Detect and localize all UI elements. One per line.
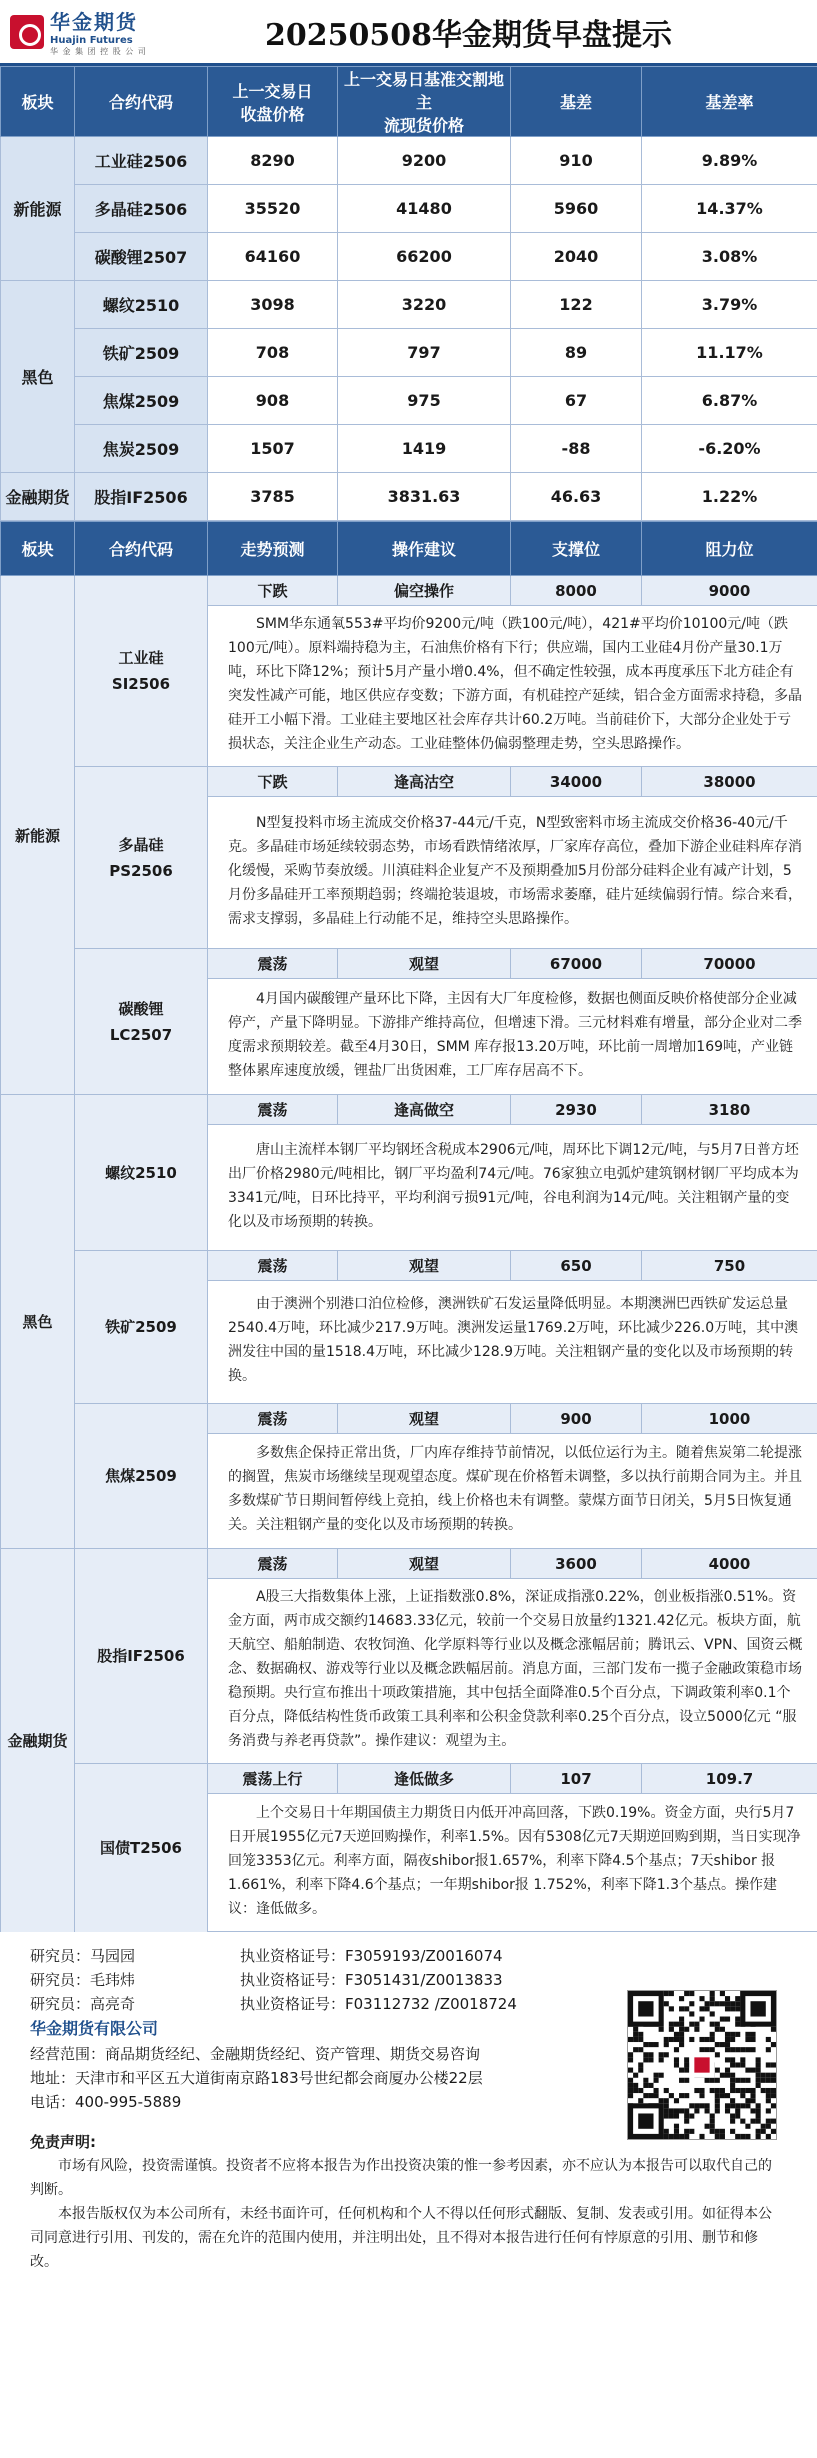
basis-value: 3785 — [208, 473, 338, 521]
strategy-header-3: 操作建议 — [338, 522, 511, 576]
analysis-text: 4月国内碳酸锂产量环比下降，主因有大厂年度检修，数据也侧面反映价格使部分企业减停产，产量下降明显。下游排产维持高位，但增速下滑。三元材料难有增量，部分企业对二季度需求预期较差。截至4月30日，SMM 库存报13.20万吨，环比前一周增加169吨，产业链整体累库速度放缓，锂盐厂出货困难，工厂库存居高不下。 — [208, 979, 817, 1095]
contract-code: 焦煤2509 — [75, 1404, 208, 1549]
trend-forecast: 震荡上行 — [208, 1764, 338, 1794]
basis-table — [0, 66, 817, 521]
contract-code: 碳酸锂2507 — [75, 233, 208, 281]
basis-value: 797 — [338, 329, 511, 377]
researcher-cert: 执业资格证号：F3059193/Z0016074 — [240, 1947, 503, 1965]
company-address: 地址：天津市和平区五大道街南京路183号世纪都会商厦办公楼22层 — [30, 2069, 483, 2087]
strategy-header-5: 阻力位 — [642, 522, 817, 576]
basis-value: 9200 — [338, 137, 511, 185]
support-level: 8000 — [511, 576, 642, 606]
sector-label: 黑色 — [1, 1095, 75, 1549]
trend-forecast: 震荡 — [208, 1549, 338, 1579]
disclaimer-title: 免责声明: — [30, 2133, 96, 2151]
basis-value: 89 — [511, 329, 642, 377]
strategy-header-2: 走势预测 — [208, 522, 338, 576]
resistance-level: 70000 — [642, 949, 817, 979]
basis-header-5: 基差率 — [642, 67, 817, 137]
operation-advice: 观望 — [338, 1549, 511, 1579]
strategy-summary-row — [1, 767, 817, 797]
logo-mark-icon — [10, 15, 44, 49]
basis-value: 3831.63 — [338, 473, 511, 521]
disclaimer-paragraph: 市场有风险，投资需谨慎。投资者不应将本报告为作出投资决策的惟一参考因素，亦不应认为本报告可以取代自己的判断。 — [30, 2158, 772, 2198]
report-header — [0, 0, 817, 66]
sector-label: 新能源 — [1, 137, 75, 281]
operation-advice: 逢高做空 — [338, 1095, 511, 1125]
basis-value: 5960 — [511, 185, 642, 233]
strategy-header-1: 合约代码 — [75, 522, 208, 576]
contract-code: 股指IF2506 — [75, 1549, 208, 1764]
basis-value: 910 — [511, 137, 642, 185]
support-level: 2930 — [511, 1095, 642, 1125]
trend-forecast: 震荡 — [208, 949, 338, 979]
contract-code: 铁矿2509 — [75, 1251, 208, 1404]
basis-value: 3.79% — [642, 281, 817, 329]
resistance-level: 750 — [642, 1251, 817, 1281]
contract-code: 焦炭2509 — [75, 425, 208, 473]
strategy-summary-row — [1, 1404, 817, 1434]
basis-header-2: 上一交易日 收盘价格 — [208, 67, 338, 137]
strategy-summary-row — [1, 1764, 817, 1794]
basis-value: 46.63 — [511, 473, 642, 521]
business-scope: 经营范围：商品期货经纪、金融期货经纪、资产管理、期货交易咨询 — [30, 2045, 481, 2063]
contract-code: 碳酸锂 LC2507 — [75, 949, 208, 1095]
operation-advice: 观望 — [338, 1404, 511, 1434]
contract-code: 多晶硅 PS2506 — [75, 767, 208, 949]
contract-code: 工业硅2506 — [75, 137, 208, 185]
basis-value: 1.22% — [642, 473, 817, 521]
basis-value: 2040 — [511, 233, 642, 281]
company-phone: 电话：400-995-5889 — [30, 2093, 182, 2111]
report-footer — [0, 1932, 817, 2274]
contract-code: 国债T2506 — [75, 1764, 208, 1932]
basis-value: 122 — [511, 281, 642, 329]
operation-advice: 逢高沽空 — [338, 767, 511, 797]
sector-label: 新能源 — [1, 576, 75, 1095]
researcher-cert: 执业资格证号：F3051431/Z0013833 — [240, 1971, 503, 1989]
report-title: 20250508华金期货早盘提示 — [265, 17, 672, 53]
disclaimer-paragraph: 本报告版权仅为本公司所有，未经书面许可，任何机构和个人不得以任何形式翻版、复制、发表或引用。如征得本公司同意进行引用、刊发的，需在允许的范围内使用，并注明出处，且不得对本报告进行任何有悖原意的引用、删节和修改。 — [30, 2206, 772, 2270]
analysis-text: 上个交易日十年期国债主力期货日内低开冲高回落，下跌0.19%。资金方面，央行5月7日开展1955亿元7天逆回购操作，利率1.5%。因有5308亿元7天期逆回购到期，当日实现净回笼3353亿元。利率方面，隔夜shibor报1.657%，利率下降4.5个基点；7天shibor 报 1.661%，利率下降4.6个基点；一年期shibor报 1.752%，利率下降1.3个基点。操作建议：逢低做多。 — [208, 1794, 817, 1932]
table-row — [1, 473, 817, 521]
basis-header-1: 合约代码 — [75, 67, 208, 137]
sector-label: 黑色 — [1, 281, 75, 473]
basis-value: 64160 — [208, 233, 338, 281]
trend-forecast: 下跌 — [208, 767, 338, 797]
table-row — [1, 281, 817, 329]
contract-code: 铁矿2509 — [75, 329, 208, 377]
table-row — [1, 425, 817, 473]
basis-value: 1419 — [338, 425, 511, 473]
logo-sub: 华 金 集 团 控 股 公 司 — [50, 47, 147, 56]
operation-advice: 偏空操作 — [338, 576, 511, 606]
support-level: 3600 — [511, 1549, 642, 1579]
trend-forecast: 震荡 — [208, 1095, 338, 1125]
table-row — [1, 137, 817, 185]
support-level: 34000 — [511, 767, 642, 797]
support-level: 107 — [511, 1764, 642, 1794]
basis-value: 41480 — [338, 185, 511, 233]
strategy-summary-row — [1, 576, 817, 606]
company-name: 华金期货有限公司 — [30, 2019, 159, 2038]
trend-forecast: 震荡 — [208, 1404, 338, 1434]
resistance-level: 4000 — [642, 1549, 817, 1579]
basis-header-4: 基差 — [511, 67, 642, 137]
operation-advice: 观望 — [338, 949, 511, 979]
trend-forecast: 震荡 — [208, 1251, 338, 1281]
support-level: 650 — [511, 1251, 642, 1281]
contract-code: 多晶硅2506 — [75, 185, 208, 233]
contract-code: 工业硅 SI2506 — [75, 576, 208, 767]
researcher-name: 研究员：毛玮炜 — [30, 1971, 136, 1989]
strategy-summary-row — [1, 949, 817, 979]
logo-en: Huajin Futures — [50, 35, 133, 46]
strategy-header-0: 板块 — [1, 522, 75, 576]
researcher-name: 研究员：马园园 — [30, 1947, 136, 1965]
support-level: 67000 — [511, 949, 642, 979]
basis-value: 35520 — [208, 185, 338, 233]
analysis-text: 唐山主流样本钢厂平均钢坯含税成本2906元/吨，周环比下调12元/吨，与5月7日普方坯出厂价格2980元/吨相比，钢厂平均盈利74元/吨。76家独立电弧炉建筑钢材钢厂平均成本为3341元/吨，日环比持平，平均利润亏损91元/吨，谷电利润为14元/吨。关注粗钢产量的变化以及市场预期的转换。 — [208, 1125, 817, 1251]
resistance-level: 9000 — [642, 576, 817, 606]
table-row — [1, 233, 817, 281]
researcher-cert: 执业资格证号：F03112732 /Z0018724 — [240, 1995, 517, 2013]
trend-forecast: 下跌 — [208, 576, 338, 606]
contract-code: 螺纹2510 — [75, 1095, 208, 1251]
resistance-level: 3180 — [642, 1095, 817, 1125]
company-logo — [10, 6, 210, 57]
basis-value: 708 — [208, 329, 338, 377]
researcher-row — [30, 1944, 803, 1968]
strategy-summary-row — [1, 1549, 817, 1579]
basis-value: 67 — [511, 377, 642, 425]
basis-value: 3098 — [208, 281, 338, 329]
resistance-level: 109.7 — [642, 1764, 817, 1794]
basis-value: 11.17% — [642, 329, 817, 377]
operation-advice: 逢低做多 — [338, 1764, 511, 1794]
researcher-name: 研究员：高亮奇 — [30, 1995, 136, 2013]
logo-cn: 华金期货 — [50, 10, 138, 34]
basis-header-0: 板块 — [1, 67, 75, 137]
support-level: 900 — [511, 1404, 642, 1434]
qr-code-icon — [627, 1990, 777, 2140]
resistance-level: 38000 — [642, 767, 817, 797]
basis-value: 8290 — [208, 137, 338, 185]
basis-value: 1507 — [208, 425, 338, 473]
table-row — [1, 377, 817, 425]
basis-value: 3.08% — [642, 233, 817, 281]
strategy-header-4: 支撑位 — [511, 522, 642, 576]
sector-label: 金融期货 — [1, 1549, 75, 1932]
basis-value: 9.89% — [642, 137, 817, 185]
basis-value: -88 — [511, 425, 642, 473]
analysis-text: 由于澳洲个别港口泊位检修，澳洲铁矿石发运量降低明显。本期澳洲巴西铁矿发运总量2540.4万吨，环比减少217.9万吨。澳洲发运量1769.2万吨，环比减少226.0万吨，其中澳洲发往中国的量1518.4万吨，环比减少128.9万吨。关注粗钢产量的变化以及市场预期的转换。 — [208, 1281, 817, 1404]
strategy-summary-row — [1, 1095, 817, 1125]
table-row — [1, 329, 817, 377]
contract-code: 螺纹2510 — [75, 281, 208, 329]
table-row — [1, 185, 817, 233]
operation-advice: 观望 — [338, 1251, 511, 1281]
basis-value: 908 — [208, 377, 338, 425]
contract-code: 股指IF2506 — [75, 473, 208, 521]
basis-header-3: 上一交易日基准交割地主 流现货价格 — [338, 67, 511, 137]
strategy-summary-row — [1, 1251, 817, 1281]
basis-value: 14.37% — [642, 185, 817, 233]
researcher-row — [30, 1968, 803, 1992]
resistance-level: 1000 — [642, 1404, 817, 1434]
basis-value: 6.87% — [642, 377, 817, 425]
basis-value: 3220 — [338, 281, 511, 329]
basis-value: 975 — [338, 377, 511, 425]
basis-value: -6.20% — [642, 425, 817, 473]
contract-code: 焦煤2509 — [75, 377, 208, 425]
analysis-text: N型复投料市场主流成交价格37-44元/千克，N型致密料市场主流成交价格36-40元/千克。多晶硅市场延续较弱态势，市场看跌情绪浓厚，厂家库存高位，叠加下游企业硅料库存消化缓慢，采购节奏放缓。川滇硅料企业复产不及预期叠加5月份部分硅料企业有减产计划，5月份多晶硅开工率预期趋弱；终端抢装退坡，市场需求萎靡，硅片延续偏弱行情。综合来看，需求支撑弱，多晶硅上行动能不足，维持空头思路操作。 — [208, 797, 817, 949]
basis-value: 66200 — [338, 233, 511, 281]
analysis-text: 多数焦企保持正常出货，厂内库存维持节前情况，以低位运行为主。随着焦炭第二轮提涨的搁置，焦炭市场继续呈现观望态度。煤矿现在价格暂未调整，多以执行前期合同为主。并且多数煤矿节日期间暂停线上竞拍，线上价格也未有调整。蒙煤方面节日闭关，5月5日恢复通关。关注粗钢产量的变化以及市场预期的转换。 — [208, 1434, 817, 1549]
strategy-table — [0, 521, 817, 1932]
analysis-text: A股三大指数集体上涨，上证指数涨0.8%，深证成指涨0.22%，创业板指涨0.51%。资金方面，两市成交额约14683.33亿元，较前一个交易日放量约1321.42亿元。板块方面，航天航空、船舶制造、农牧饲渔、化学原料等行业以及概念涨幅居前；腾讯云、VPN、国资云概念、数据确权、游戏等行业以及概念跌幅居前。消息方面，三部门发布一揽子金融政策稳市场稳预期。央行宣布推出十项政策措施，其中包括全面降准0.5个百分点，下调政策利率0.1个百分点，降低结构性货币政策工具利率和公积金贷款利率0.25个百分点，设立5000亿元 “服务消费与养老再贷款”。操作建议：观望为主。 — [208, 1579, 817, 1764]
analysis-text: SMM华东通氧553#平均价9200元/吨（跌100元/吨），421#平均价10100元/吨（跌100元/吨）。原料端持稳为主，石油焦价格有下行；供应端，国内工业硅4月份产量30.1万吨，环比下降12%；预计5月产量小增0.4%，但不确定性较强，成本再度承压下北方硅企有突发性减产可能，地区供应存变数；下游方面，有机硅控产延续，铝合金方面需求持稳，多晶硅开工小幅下滑。工业硅主要地区社会库存共计60.2万吨。当前硅价下，大部分企业处于亏损状态，关注企业生产动态。工业硅整体仍偏弱整理走势，空头思路操作。 — [208, 606, 817, 767]
sector-label: 金融期货 — [1, 473, 75, 521]
